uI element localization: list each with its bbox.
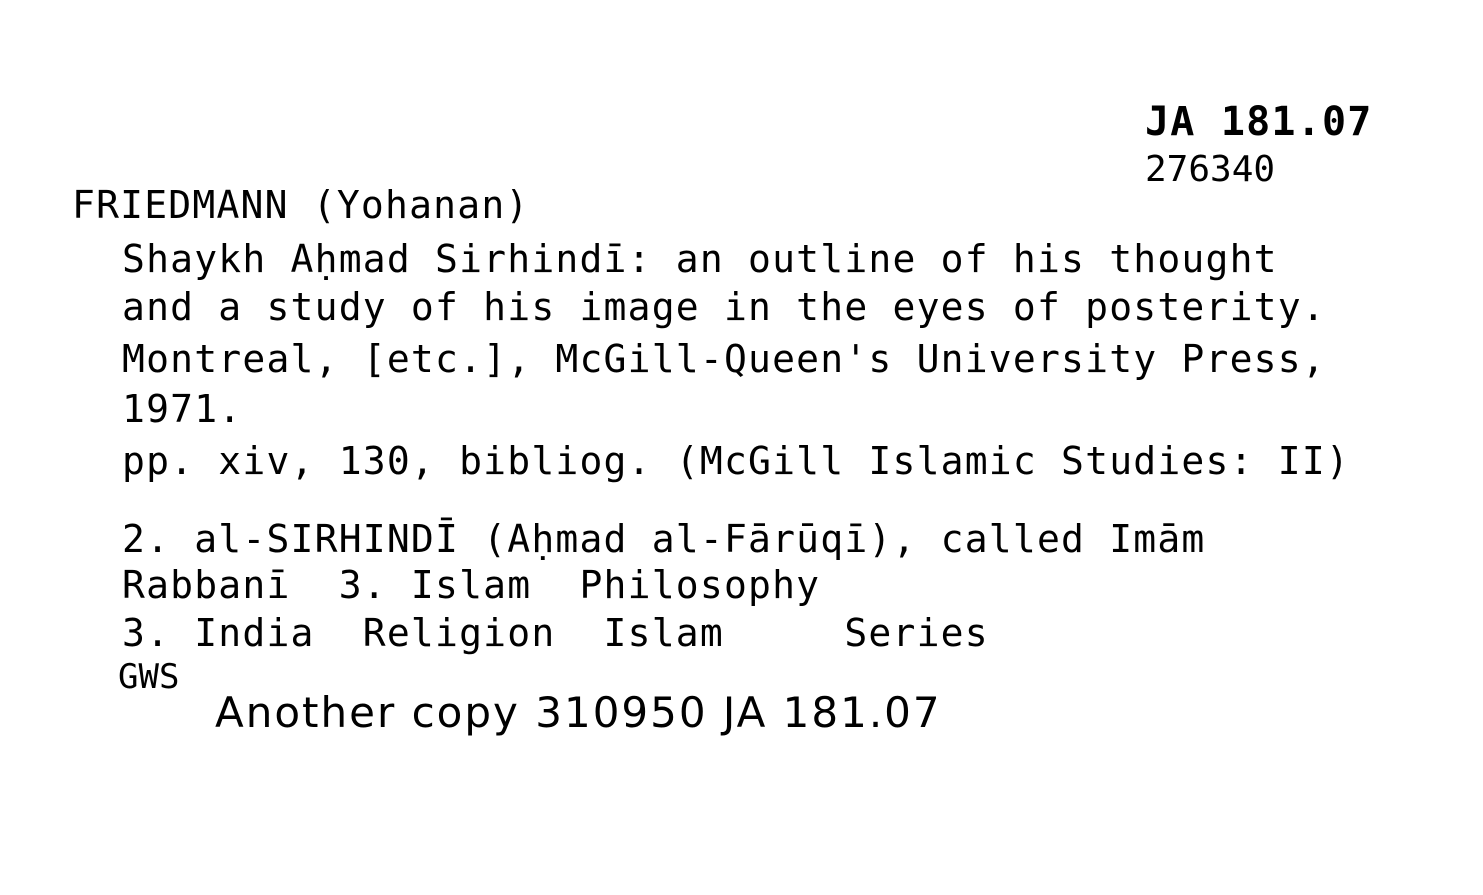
imprint-date: 1971. [122, 387, 243, 431]
call-number-classification: JA 181.07 [1145, 99, 1373, 145]
another-copy-note: Another copy 310950 JA 181.07 [215, 688, 942, 737]
tracing-line: Rabbanī 3. Islam Philosophy [122, 563, 821, 607]
cataloger-initials: GWS [118, 657, 180, 697]
collation-line: pp. xiv, 130, bibliog. (McGill Islamic Studies: II) [122, 439, 1350, 483]
title-line: Shaykh Aḥmad Sirhindī: an outline of his thought [122, 237, 1278, 281]
tracing-line: 2. al-SIRHINDĪ (Aḥmad al-Fārūqī), called Imām [122, 517, 1206, 561]
call-number-accession: 276340 [1145, 149, 1276, 190]
author-heading: FRIEDMANN (Yohanan) [72, 183, 530, 227]
title-line: and a study of his image in the eyes of posterity. [122, 285, 1326, 329]
imprint-line: Montreal, [etc.], McGill-Queen's University Press, [122, 337, 1326, 381]
tracing-line: 3. India Religion Islam Series [122, 611, 989, 655]
